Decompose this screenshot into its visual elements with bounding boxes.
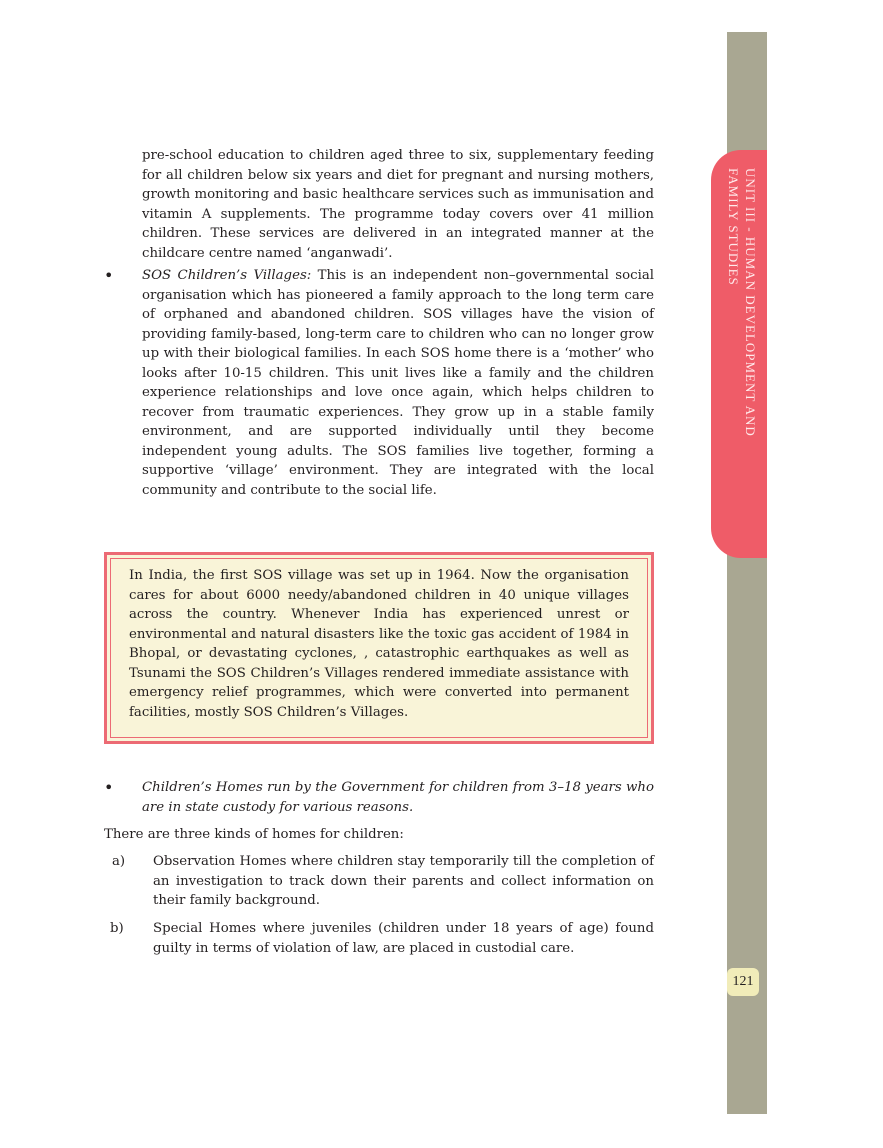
sos-text: This is an independent non–governmental social organisation which has pioneered a family approach to the long term care of orphaned and abandoned children. SOS villages have the vision of providing family-based, long-term care to children who can no longer grow up with their biological families. In each SOS home there is a ‘mother’ who looks after 10-15 children. This unit lives like a family and the children experience relationships and love once again, which helps children to recover from traumatic experiences. They grow up in a stable family environment, and are supported individually until they become independent young adults. The SOS families live together, forming a supportive ‘village’ environment. They are integrated with the local community and contribute to the social life. bbox=[142, 268, 655, 498]
bullet-marker: • bbox=[104, 266, 114, 285]
unit-title-line-2: FAMILY STUDIES bbox=[726, 168, 741, 286]
list-item-observation-homes: Observation Homes where children stay temporarily till the completion of an investigation to track down their parents and collect information on their family background. bbox=[153, 854, 654, 908]
page-number: 121 bbox=[727, 968, 759, 996]
sos-paragraph bbox=[142, 266, 654, 500]
box-text: In India, the first SOS village was set up in 1964. Now the organisation cares for about 6000 needy/abandoned children in 40 unique villages across the country. Whenever India has experienced unrest or environmental and natural disasters like the toxic gas accident of 1984 in Bhopal, or devastating cyclones, , catastrophic earthquakes as well as Tsunami the SOS Children’s Villages rendered immediate assistance with emergency relief programmes, which were converted into permanent facilities, mostly SOS Children’s Villages. bbox=[129, 568, 629, 720]
unit-title bbox=[718, 168, 766, 540]
sos-india-box bbox=[104, 552, 654, 744]
list-label-a: a) bbox=[112, 854, 126, 869]
list-item-special-homes: Special Homes where juveniles (children under 18 years of age) found guilty in terms of violation of law, are placed in custodial care. bbox=[153, 921, 654, 956]
list-label-b: b) bbox=[110, 921, 124, 936]
childrens-homes-paragraph: Children’s Homes run by the Government for children from 3–18 years who are in state custody for various reasons. bbox=[142, 780, 654, 815]
continuation-paragraph: pre-school education to children aged three to six, supplementary feeding for all children below six years and diet for pregnant and nursing mothers, growth monitoring and basic healthcare services such as immunisation and vitamin A supplements. The programme today covers over 41 million children. These services are delivered in an integrated manner at the childcare centre named ‘anganwadi’. bbox=[142, 148, 654, 261]
sos-title: SOS Children’s Villages: bbox=[142, 268, 312, 283]
bullet-marker: • bbox=[104, 778, 114, 797]
kinds-intro: There are three kinds of homes for children: bbox=[104, 827, 404, 842]
unit-title-line-1: UNIT III - HUMAN DEVELOPMENT AND bbox=[743, 168, 758, 437]
